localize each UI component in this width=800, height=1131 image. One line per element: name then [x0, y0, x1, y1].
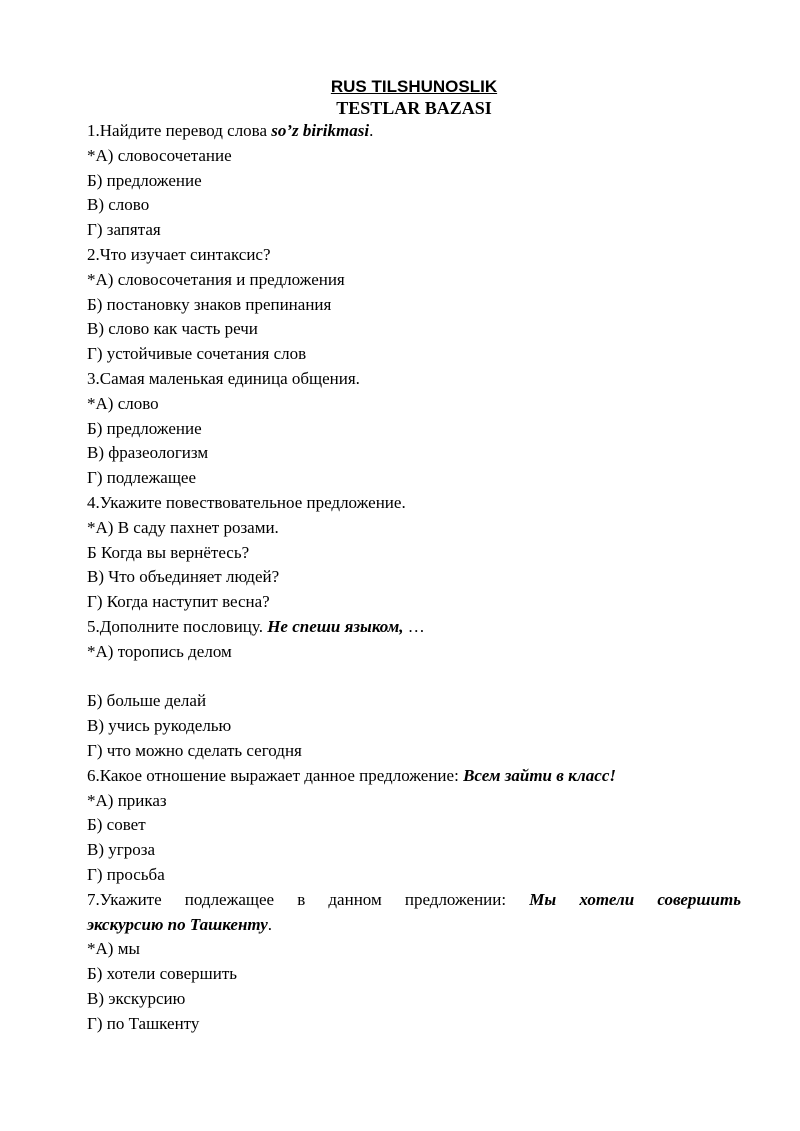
- test-list: [87, 119, 741, 1036]
- answer-option: *А) словосочетание: [87, 145, 232, 165]
- question-7: [87, 888, 741, 913]
- answer-option: *А) словосочетания и предложения: [87, 269, 345, 289]
- question-highlight: Всем зайти в класс!: [463, 765, 616, 785]
- question-6: [87, 764, 741, 789]
- answer-option: Г) что можно сделать сегодня: [87, 740, 302, 760]
- answer-option: *А) мы: [87, 939, 140, 959]
- question-prompt: 5.Дополните пословицу.: [87, 616, 268, 636]
- question-2: 2.Что изучает синтаксис?: [87, 244, 271, 264]
- blank-line: [87, 665, 741, 690]
- question-highlight: экскурсию по Ташкенту: [87, 914, 268, 934]
- answer-option: В) слово как часть речи: [87, 319, 258, 339]
- question-highlight: Не спеши языком,: [267, 616, 404, 636]
- answer-option: Г) подлежащее: [87, 468, 196, 488]
- answer-option: В) экскурсию: [87, 988, 186, 1008]
- answer-option: *А) торопись делом: [87, 641, 232, 661]
- answer-option: Г) запятая: [87, 220, 161, 240]
- question-tail: .: [267, 914, 272, 934]
- question-3: 3.Самая маленькая единица общения.: [87, 368, 360, 388]
- question-prompt: 7.Укажите подлежащее в данном предложении:: [87, 889, 530, 909]
- answer-option: Б) совет: [87, 815, 146, 835]
- question-4: 4.Укажите повествовательное предложение.: [87, 492, 406, 512]
- answer-option: В) учись рукоделью: [87, 716, 232, 736]
- answer-option: В) слово: [87, 195, 150, 215]
- question-7-continuation: [87, 913, 741, 938]
- answer-option: *А) слово: [87, 393, 159, 413]
- answer-option: Б) предложение: [87, 418, 202, 438]
- document-header: [0, 77, 800, 119]
- answer-option: *А) приказ: [87, 790, 167, 810]
- answer-option: Г) Когда наступит весна?: [87, 592, 270, 612]
- question-prompt: 6.Какое отношение выражает данное предложение:: [87, 765, 464, 785]
- answer-option: Б) предложение: [87, 170, 202, 190]
- answer-option: В) фразеологизм: [87, 443, 209, 463]
- document-title: RUS TILSHUNOSLIK: [330, 77, 498, 96]
- answer-option: Г) просьба: [87, 864, 165, 884]
- answer-option: Г) по Ташкенту: [87, 1013, 200, 1033]
- document-subtitle: TESTLAR BAZASI: [336, 98, 492, 118]
- question-tail: .: [369, 121, 374, 140]
- answer-option: В) Что объединяет людей?: [87, 567, 280, 587]
- question-highlight: Мы хотели совершить: [529, 889, 742, 909]
- answer-option: Г) устойчивые сочетания слов: [87, 344, 307, 364]
- answer-option: Б) постановку знаков препинания: [87, 294, 332, 314]
- answer-option: Б) хотели совершить: [87, 964, 237, 984]
- question-prompt: 1.Найдите перевод слова: [87, 121, 272, 140]
- question-tail: …: [403, 616, 425, 636]
- question-1: [87, 119, 741, 144]
- answer-option: В) угроза: [87, 840, 155, 860]
- answer-option: Б) больше делай: [87, 691, 207, 711]
- question-highlight: so’z birikmasi: [271, 121, 370, 140]
- answer-option: Б Когда вы вернётесь?: [87, 542, 250, 562]
- question-5: [87, 615, 741, 640]
- answer-option: *А) В саду пахнет розами.: [87, 517, 279, 537]
